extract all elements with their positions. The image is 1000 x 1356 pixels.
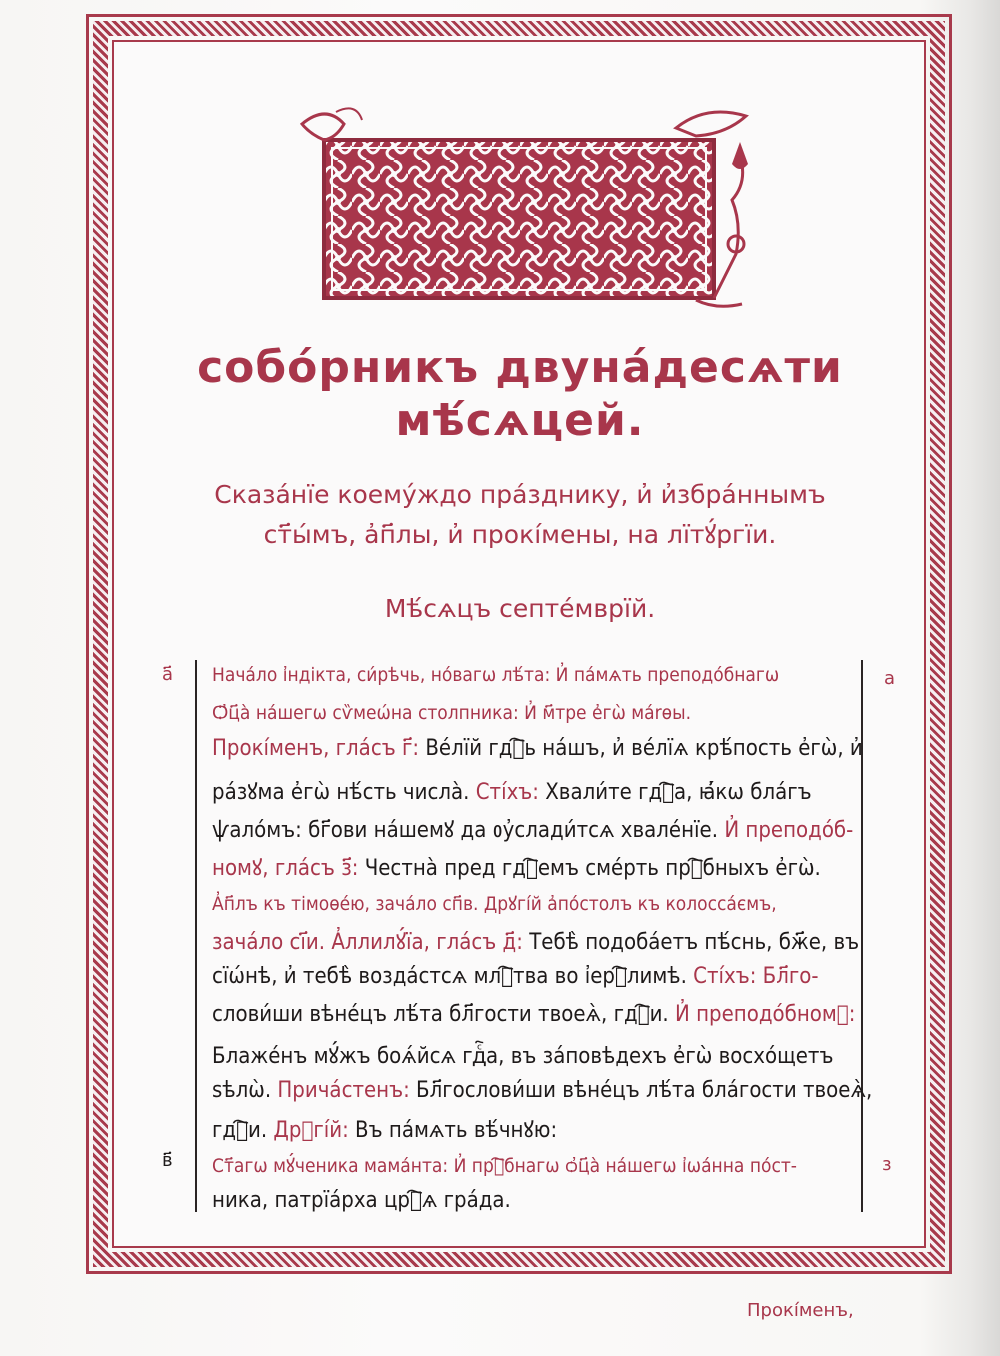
text-line-15 (212, 1188, 852, 1213)
text-line-7 (212, 890, 852, 916)
text-segment: ѕѣлѡ̀. (212, 1078, 278, 1103)
text-line-3 (212, 736, 863, 761)
text-segment: И҆ преподо́б- (724, 818, 854, 843)
day-number-left-2: в҃ (162, 1150, 173, 1171)
text-segment: слови́ши вѣнéцъ лѣ́та бл҃гости твоеѧ̀, гдⷭ҇и. (212, 1002, 675, 1027)
text-segment: Блажéнъ мꙋ́жъ боѧ́йсѧ гдⷭ҇а, въ зáповѣдехъ е҆гѡ̀ восхóщетъ (212, 1044, 834, 1069)
text-line-1 (212, 664, 852, 686)
text-segment: Начáло і҆ндікта, си́рѣчь, нóвагѡ лѣ́та: И҆ пáмѧть преподо́бнагѡ (212, 664, 780, 686)
text-segment: рáзꙋма е҆гѡ̀ нѣ́сть числà. (212, 780, 476, 805)
text-line-11 (212, 1040, 852, 1070)
text-segment: гдⷭ҇и. (212, 1118, 274, 1143)
text-segment: Дрꙋгі́й: (273, 1118, 356, 1143)
text-segment: сїѡ́нѣ, и҆ тебѣ̀ воздáстсѧ млⷭ҇тва во і҆ерⷭ҇лимѣ. (212, 964, 694, 989)
text-line-5 (212, 814, 852, 844)
day-number-right-2: з (882, 1154, 892, 1175)
text-segment: Тебѣ̀ подобáетъ пѣ́снь, бж҃е, въ (529, 930, 860, 955)
month-heading: Мѣ́сѧцъ септе́мврїй. (384, 594, 656, 623)
text-segment: Ст҃агѡ мꙋ́ченика мамáнта: И҆ прⷭ҇бнагѡ ѻ҆ц҃а̀ нáшегѡ і҆ѡáнна пóст- (212, 1155, 797, 1177)
text-segment: Въ пáмѧть вѣ́чнꙋю: (355, 1118, 558, 1143)
text-line-4 (212, 776, 852, 806)
text-line-12 (212, 1078, 873, 1103)
text-segment: Хвали́те гдⷭ҇а, ꙗ҆́кѡ блáгъ (545, 780, 812, 805)
text-line-13 (212, 1114, 852, 1144)
text-segment: ѱалóмъ: бг҃ови нáшемꙋ да ᲂу҆слади́тсѧ хвалéнїе. (212, 818, 725, 843)
text-segment: Стíхъ: Бл҃го- (693, 964, 819, 989)
text-segment: Сті́хъ: (475, 780, 546, 805)
text-segment: И҆ преподо́бномꙋ: (675, 1002, 856, 1027)
interlace-headpiece-ornament (296, 104, 766, 314)
text-segment: зачáло сі҃и. А҆ллилꙋ́їа, глáсъ д҃: (212, 930, 530, 955)
catchword: Прокíменъ, (747, 1300, 854, 1321)
subtitle-line-1: Сказáнїе коемýждо прáзднику, и҆ и҆збрáннымъ (214, 480, 826, 509)
text-line-10 (212, 1002, 856, 1027)
document-title-line-1: собóрникъ двунáдесѧти (197, 342, 843, 393)
text-segment: Бл҃гослови́ши вѣнéцъ лѣ́та блáгости твоеѧ̀, (416, 1078, 873, 1103)
text-segment: Честнà пред гдⷭ҇емъ смéрть прⷭ҇бныхъ е҆гѡ̀. (364, 856, 821, 881)
text-line-2 (212, 702, 852, 724)
text-segment: Прокíменъ, глáсъ г҃: (212, 736, 426, 761)
text-line-9 (212, 964, 852, 989)
day-number-right-1: а (884, 668, 896, 689)
day-number-left-1: а҃ (162, 664, 174, 685)
text-segment: ника, патрїáрха црⷭ҇ѧ грáда. (212, 1188, 511, 1213)
subtitle-line-2: ст҃ы́мъ, а҆п҃лы, и҆ прокíмены, на лїтꙋ́ргїи. (263, 520, 777, 549)
text-segment: Ѻ҆ц҃а̀ нáшегѡ сѷмеѡ́на столпника: И҆ м҃тре е҆гѡ̀ мárѳы. (212, 702, 692, 724)
text-line-14 (212, 1152, 852, 1178)
text-line-8 (212, 926, 860, 956)
left-margin-rule (195, 660, 197, 1212)
document-title-line-2: мѣ́сѧцей. (395, 395, 645, 446)
text-segment: Ве́лїй гдⷭ҇ь нáшъ, и҆ ве́лїѧ крѣ́пость е҆гѡ̀, и҆ (425, 736, 863, 761)
text-line-6 (212, 852, 852, 882)
text-segment: А҆п҃лъ къ тімоѳе́ю, зачáло сп҃в. Дрꙋгі́й а҆пóстолъ къ колосса́ємъ, (212, 893, 777, 915)
text-segment: Прича́стенъ: (277, 1078, 417, 1103)
text-segment: номꙋ, глáсъ з҃: (212, 856, 365, 881)
